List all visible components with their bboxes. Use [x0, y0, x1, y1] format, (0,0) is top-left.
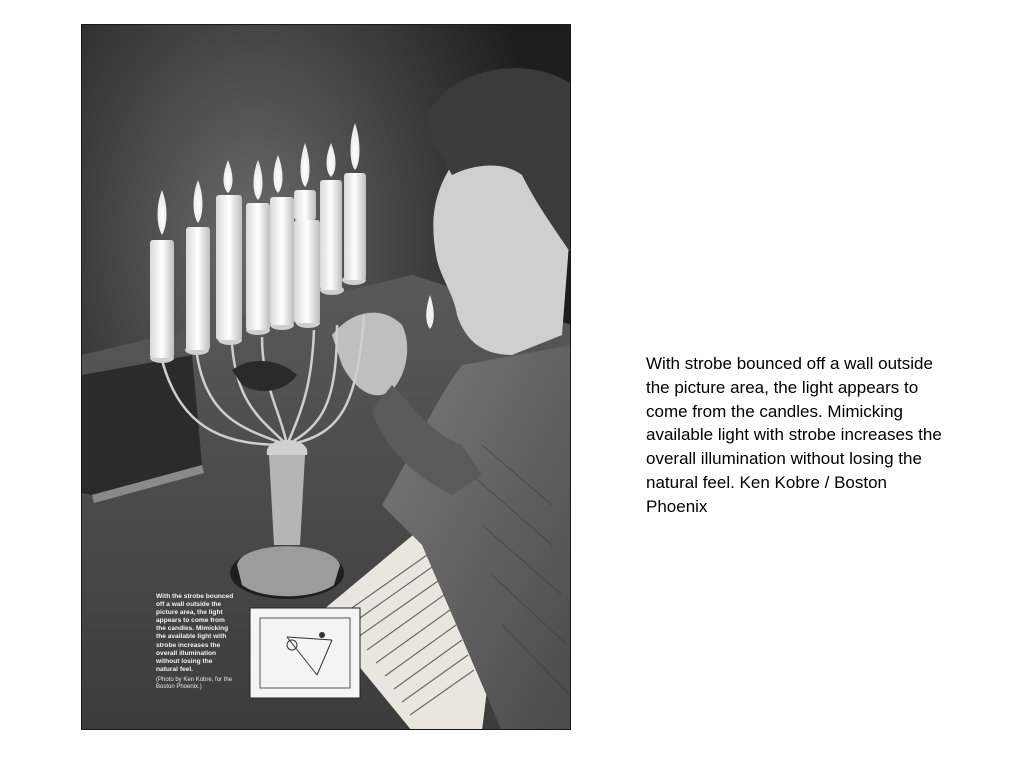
lighting-diagram — [250, 608, 360, 698]
candle — [294, 220, 320, 323]
candle-shamash-top — [294, 190, 316, 220]
menorah-base — [237, 546, 340, 596]
candle — [246, 203, 270, 330]
candle — [344, 173, 366, 280]
menorah-stem — [269, 455, 305, 545]
photo-inset-caption: With the strobe bounced off a wall outside the picture area, the light appears to come from the candles. Mimicking the available light with strobe increases the overall illumination without losing the natural feel. — [156, 593, 234, 673]
menorah-photo — [81, 24, 571, 730]
candle — [186, 227, 210, 350]
lighting-diagram-strobe — [319, 632, 325, 638]
candle — [320, 180, 342, 290]
candle — [150, 240, 174, 358]
slide-caption: With strobe bounced off a wall outside the picture area, the light appears to come from the candles. Mimicking available light with strobe increases the overall illumination without losing the natural feel. Ken Kobre / Boston Phoenix — [646, 354, 942, 516]
photo-inset-credit: (Photo by Ken Kobre, for the Boston Phoenix.) — [156, 677, 233, 690]
candle — [270, 197, 294, 325]
candle — [216, 195, 242, 340]
